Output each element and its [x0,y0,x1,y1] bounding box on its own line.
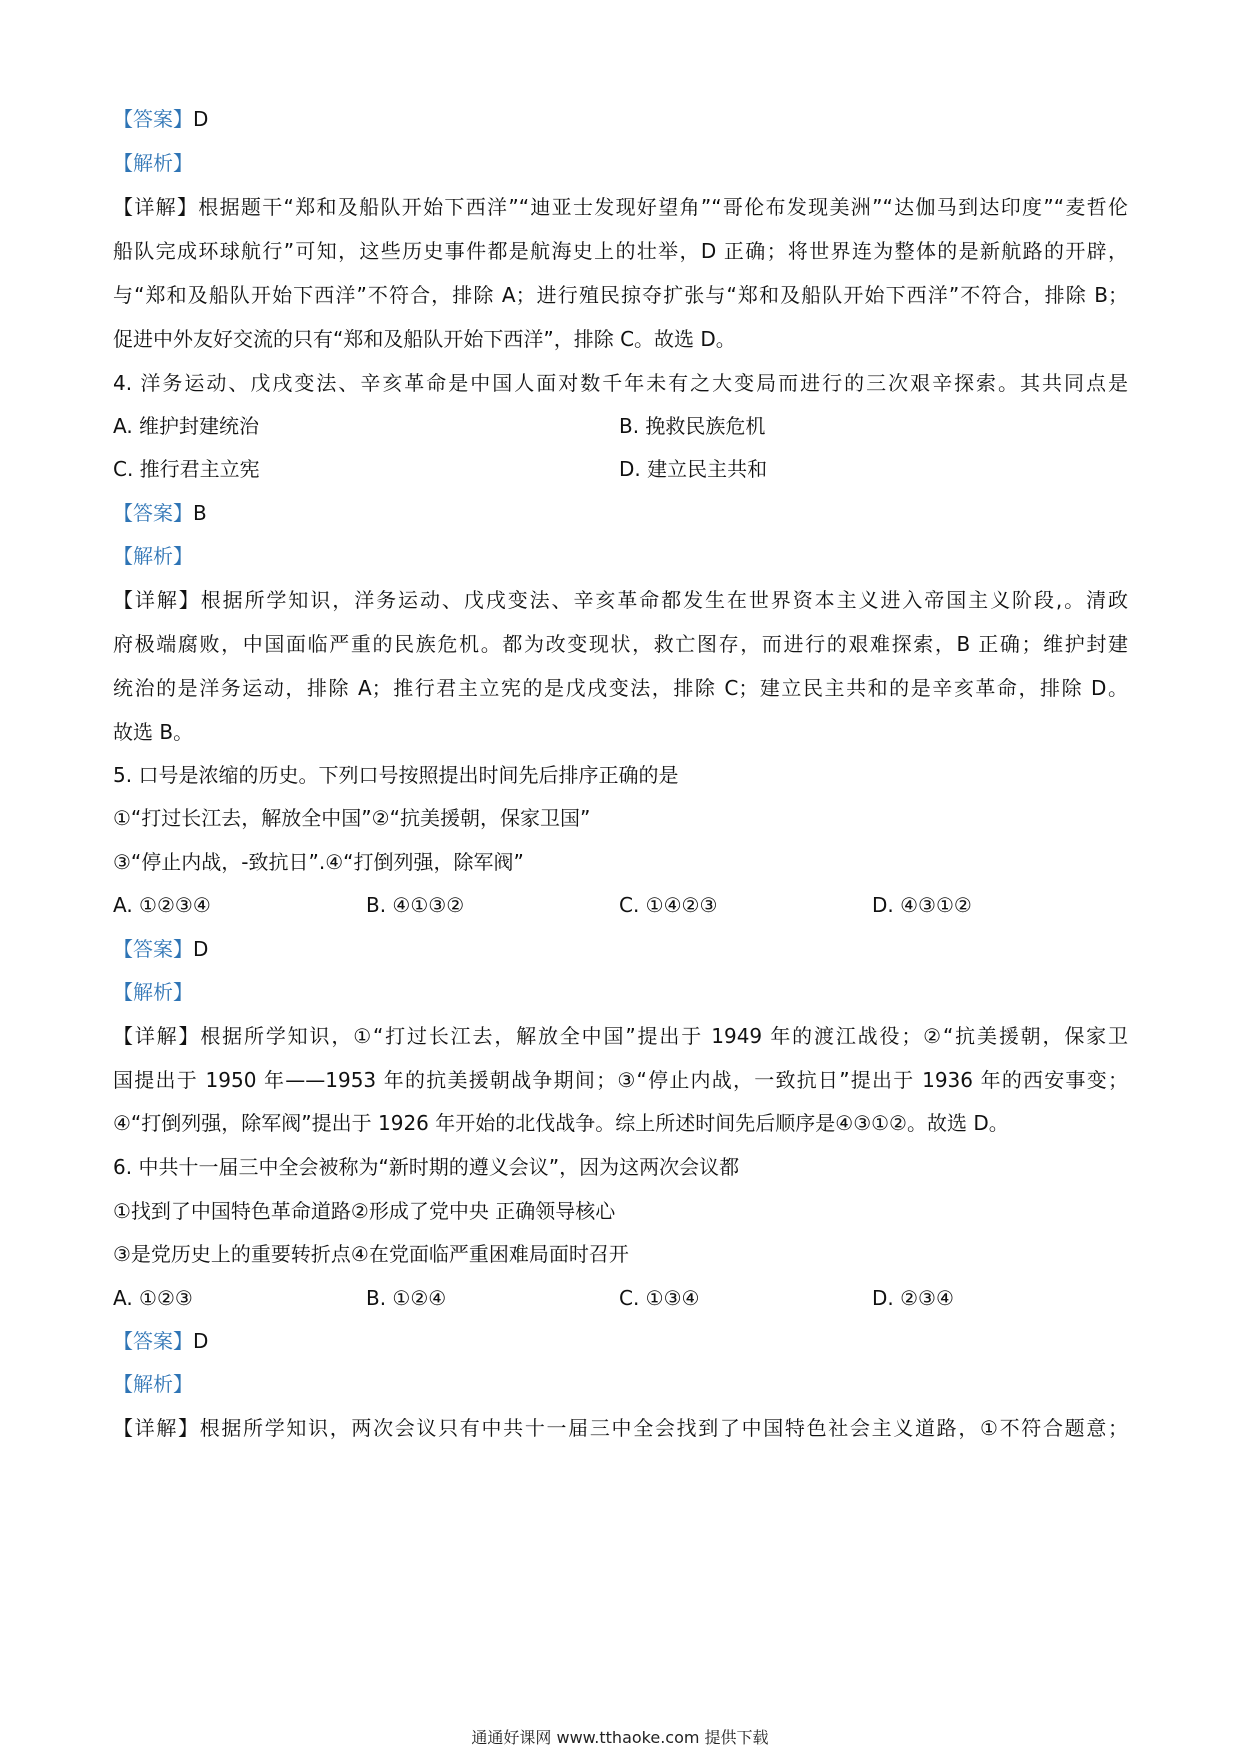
q4-option-d: D. 建立民主共和 [619,457,768,481]
q6-items-line-2: ③是党历史上的重要转折点④在党面临严重困难局面时召开 [113,1242,629,1266]
q5-option-b: B. ④①③② [366,893,465,917]
q5-detail-line-1 [113,1022,1128,1050]
analysis-label: 【解析】 [113,980,193,1004]
q4-option-c: C. 推行君主立宪 [113,457,260,481]
q5-items-line-1: ①“打过长江去，解放全中国”②“抗美援朝，保家卫国” [113,806,591,830]
q5-detail-line-2: 国提出于 1950 年——1953 年的抗美援朝战争期间；③“停止内战，一致抗日”提出于 1936 年的西安事变； [113,1068,1128,1092]
q6-option-a: A. ①②③ [113,1286,193,1310]
page-footer: 通通好课网 www.tthaoke.com 提供下载 [471,1728,769,1747]
q5-answer-value: D [193,937,209,961]
q4-stem: 4. 洋务运动、戊戌变法、辛亥革命是中国人面对数千年未有之大变局而进行的三次艰辛探索。其共同点是 [113,371,1128,395]
q6-items-line-1: ①找到了中国特色革命道路②形成了党中央 正确领导核心 [113,1199,616,1223]
q6-option-b: B. ①②④ [366,1286,447,1310]
q4-answer-value: B [193,501,207,525]
q5-detail-line-3: ④“打倒列强，除军阀”提出于 1926 年开始的北伐战争。综上所述时间先后顺序是④③①②。故选 D。 [113,1111,1009,1135]
detail-label: 【详解】 [113,1416,200,1440]
q4-detail-line-3: 统治的是洋务运动，排除 A；推行君主立宪的是戊戌变法，排除 C；建立民主共和的是辛亥革命，排除 D。 [113,676,1128,700]
q4-detail-line-1 [113,586,1128,614]
q4-option-b: B. 挽救民族危机 [619,414,766,438]
detail-label: 【详解】 [113,195,199,219]
answer-label: 【答案】 [113,937,193,961]
q3-detail-text-1: 根据题干“郑和及船队开始下西洋”“迪亚士发现好望角”“哥伦布发现美洲”“达伽马到达印度”“麦哲伦 [198,195,1128,219]
q5-option-c: C. ①④②③ [619,893,718,917]
q4-detail-line-4: 故选 B。 [113,720,194,744]
q5-option-a: A. ①②③④ [113,893,211,917]
q4-option-a: A. 维护封建统治 [113,414,260,438]
answer-label: 【答案】 [113,501,193,525]
q6-option-d: D. ②③④ [872,1286,954,1310]
q6-option-c: C. ①③④ [619,1286,700,1310]
q3-detail-line-3: 与“郑和及船队开始下西洋”不符合，排除 A；进行殖民掠夺扩张与“郑和及船队开始下西洋”不符合，排除 B； [113,283,1128,307]
answer-label: 【答案】 [113,107,193,131]
detail-label: 【详解】 [113,1024,201,1048]
q3-answer-line [113,105,208,133]
q3-analysis-label [113,149,193,177]
analysis-label: 【解析】 [113,544,193,568]
answer-label: 【答案】 [113,1329,193,1353]
q6-answer-line [113,1327,208,1355]
q4-detail-line-2: 府极端腐败，中国面临严重的民族危机。都为改变现状，救亡图存，而进行的艰难探索，B 正确；维护封建 [113,632,1128,656]
q4-analysis-label [113,542,193,570]
q3-answer-value: D [193,107,209,131]
q6-stem: 6. 中共十一届三中全会被称为“新时期的遵义会议”，因为这两次会议都 [113,1155,740,1179]
q5-analysis-label [113,978,193,1006]
q5-items-line-2: ③“停止内战，-致抗日”.④“打倒列强，除军阀” [113,850,524,874]
q4-answer-line [113,499,207,527]
q5-stem: 5. 口号是浓缩的历史。下列口号按照提出时间先后排序正确的是 [113,763,679,787]
q3-detail-line-1 [113,193,1128,221]
detail-label: 【详解】 [113,588,201,612]
analysis-label: 【解析】 [113,151,193,175]
q5-answer-line [113,935,208,963]
q6-detail-line-1 [113,1414,1128,1442]
q6-answer-value: D [193,1329,209,1353]
q6-analysis-label [113,1370,193,1398]
q3-detail-line-2: 船队完成环球航行”可知，这些历史事件都是航海史上的壮举，D 正确；将世界连为整体的是新航路的开辟， [113,239,1128,263]
q6-detail-text-1: 根据所学知识，两次会议只有中共十一届三中全会找到了中国特色社会主义道路，①不符合题意； [199,1416,1128,1440]
q5-detail-text-1: 根据所学知识，①“打过长江去，解放全中国”提出于 1949 年的渡江战役；②“抗美援朝，保家卫 [200,1024,1128,1048]
q3-detail-line-4: 促进中外友好交流的只有“郑和及船队开始下西洋”，排除 C。故选 D。 [113,327,736,351]
analysis-label: 【解析】 [113,1372,193,1396]
q4-detail-text-1: 根据所学知识，洋务运动、戊戌变法、辛亥革命都发生在世界资本主义进入帝国主义阶段,。清政 [200,588,1129,612]
q5-option-d: D. ④③①② [872,893,972,917]
